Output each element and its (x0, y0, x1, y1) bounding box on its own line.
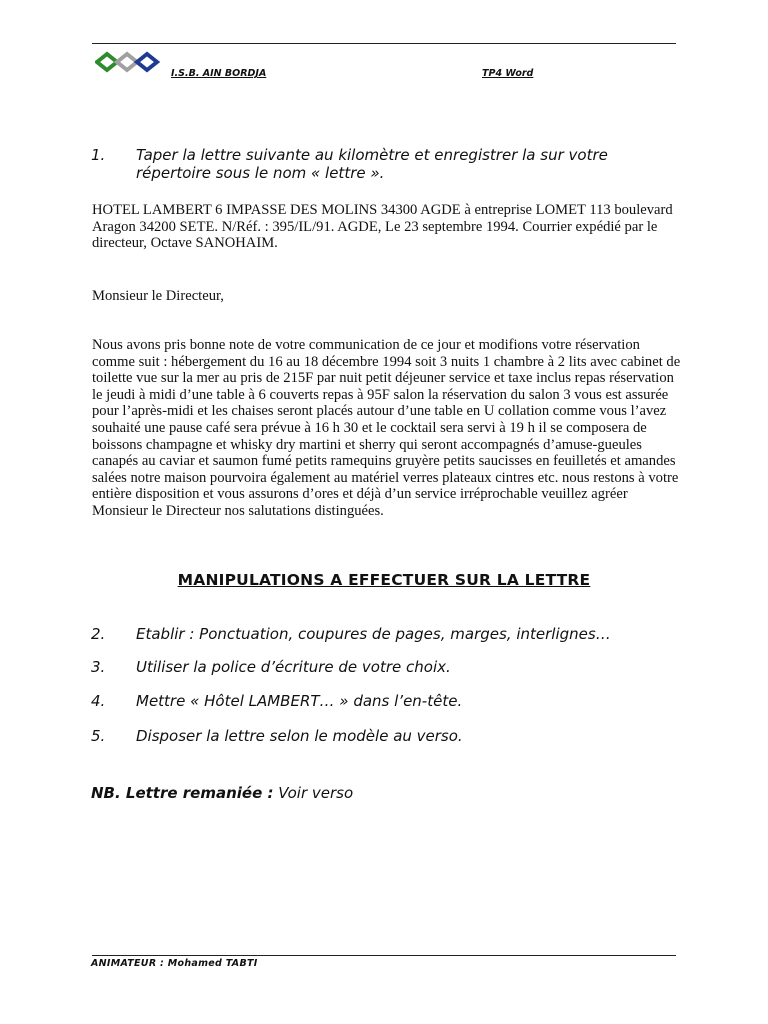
footer-animator: ANIMATEUR : Mohamed TABTI (91, 958, 258, 969)
task-number: 2. (91, 625, 106, 643)
instruction-line-2: répertoire sous le nom « lettre ». (136, 164, 385, 182)
task-number: 3. (91, 658, 106, 676)
school-logo (95, 51, 167, 73)
letter-address: HOTEL LAMBERT 6 IMPASSE DES MOLINS 34300 AGDE à entreprise LOMET 113 boulevard Aragon 34200 SETE. N/Réf. : 395/IL/91. AGDE, Le 23 septembre 1994. Courrier expédié par le directeur, Octave SANOHAIM. (92, 202, 673, 252)
footer-rule (92, 955, 676, 956)
header-institution: I.S.B. AIN BORDJA (171, 68, 267, 79)
nb-label: NB. Lettre remaniée : (91, 784, 274, 802)
nb-note (91, 784, 353, 802)
section-title: MANIPULATIONS A EFFECTUER SUR LA LETTRE (177, 571, 591, 589)
task-text: Etablir : Ponctuation, coupures de pages, marges, interlignes… (136, 625, 611, 643)
task-text: Mettre « Hôtel LAMBERT… » dans l’en-tête. (136, 692, 463, 710)
task-text: Disposer la lettre selon le modèle au verso. (136, 727, 463, 745)
header-document-title: TP4 Word (482, 68, 534, 79)
nb-text: Voir verso (273, 784, 354, 802)
instruction-number: 1. (91, 146, 106, 164)
header-top-rule (92, 43, 676, 44)
letter-body: Nous avons pris bonne note de votre communication de ce jour et modifions votre réservation comme suit : hébergement du 16 au 18 décembre 1994 soit 3 nuits 1 chambre à 2 lits avec cabinet de toilette vue sur la mer au pris de 215F par nuit petit déjeuner service et taxe inclus repas réservation le jeudi à midi d’une table à 6 couverts repas à 95F salon la réservation du salon 3 vous est assurée pour l’après-midi et les chaises seront placés autour d’une table en U collation comme vous l’avez souhaité une pause café sera prévue à 16 h 30 et le cocktail sera servi à 19 h il se composera de boissons champagne et whisky dry martini et sherry qui seront accompagnés d’amuse-gueules canapés au caviar et saumon fumé petits ramequins gruyère petits saucisses en feuilletés et amandes salées notre maison pourvoira également au matériel verres plateaux cintres etc. nous restons à votre entière disposition et vous assurons d’ores et déjà d’un service irréprochable veuillez agréer Monsieur le Directeur nos salutations distinguées. (92, 337, 681, 519)
instruction-line-1: Taper la lettre suivante au kilomètre et enregistrer la sur votre (136, 146, 608, 164)
letter-salutation: Monsieur le Directeur, (92, 288, 224, 304)
task-number: 4. (91, 692, 106, 710)
task-text: Utiliser la police d’écriture de votre choix. (136, 658, 451, 676)
task-number: 5. (91, 727, 106, 745)
